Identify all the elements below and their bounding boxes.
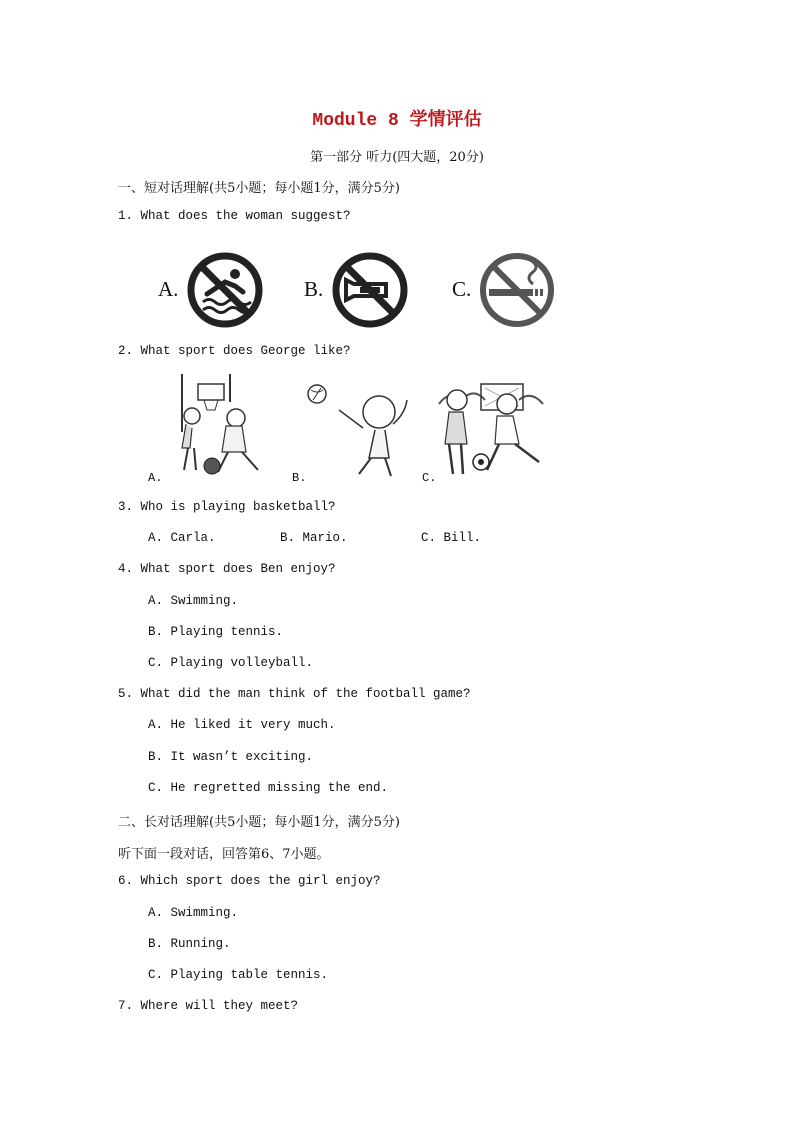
no-smoking-icon (477, 250, 557, 330)
part-subtitle: 第一部分 听力(四大题，20分) (310, 150, 484, 165)
no-swimming-icon (185, 250, 265, 330)
section2-heading: 二、长对话理解(共5小题；每小题1分，满分5分) (118, 815, 400, 830)
q2-option-c: C. (422, 471, 437, 485)
q5-option-a: A. He liked it very much. (148, 718, 336, 732)
no-horn-icon (330, 250, 410, 330)
section1-heading: 一、短对话理解(共5小题；每小题1分，满分5分) (118, 181, 400, 196)
q4-option-b: B. Playing tennis. (148, 625, 284, 639)
q2-option-a: A. (148, 471, 163, 485)
volleyball-image (305, 378, 415, 482)
q2-option-b: B. (292, 471, 307, 485)
q5-text: 5. What did the man think of the football game? (118, 687, 471, 701)
q4-text: 4. What sport does Ben enjoy? (118, 562, 336, 576)
q3-option-a: A. Carla. (148, 531, 216, 545)
football-image (435, 378, 550, 482)
q6-option-c: C. Playing table tennis. (148, 968, 329, 982)
basketball-image (168, 372, 278, 482)
q3-option-b: B. Mario. (280, 531, 348, 545)
q1-option-b: B. (304, 277, 324, 301)
section2-instruction: 听下面一段对话，回答第6、7小题。 (118, 847, 330, 862)
q7-text: 7. Where will they meet? (118, 999, 299, 1013)
q4-option-c: C. Playing volleyball. (148, 656, 314, 670)
q6-option-b: B. Running. (148, 937, 231, 951)
q1-option-c: C. (452, 277, 472, 301)
q6-text: 6. Which sport does the girl enjoy? (118, 874, 381, 888)
q2-text: 2. What sport does George like? (118, 344, 351, 358)
q6-option-a: A. Swimming. (148, 906, 239, 920)
page-title: Module 8 学情评估 (312, 111, 482, 131)
q4-option-a: A. Swimming. (148, 594, 239, 608)
q3-option-c: C. Bill. (421, 531, 482, 545)
q5-option-b: B. It wasn’t exciting. (148, 750, 314, 764)
q3-text: 3. Who is playing basketball? (118, 500, 336, 514)
q1-text: 1. What does the woman suggest? (118, 209, 351, 223)
q5-option-c: C. He regretted missing the end. (148, 781, 389, 795)
q1-option-a: A. (158, 277, 179, 301)
